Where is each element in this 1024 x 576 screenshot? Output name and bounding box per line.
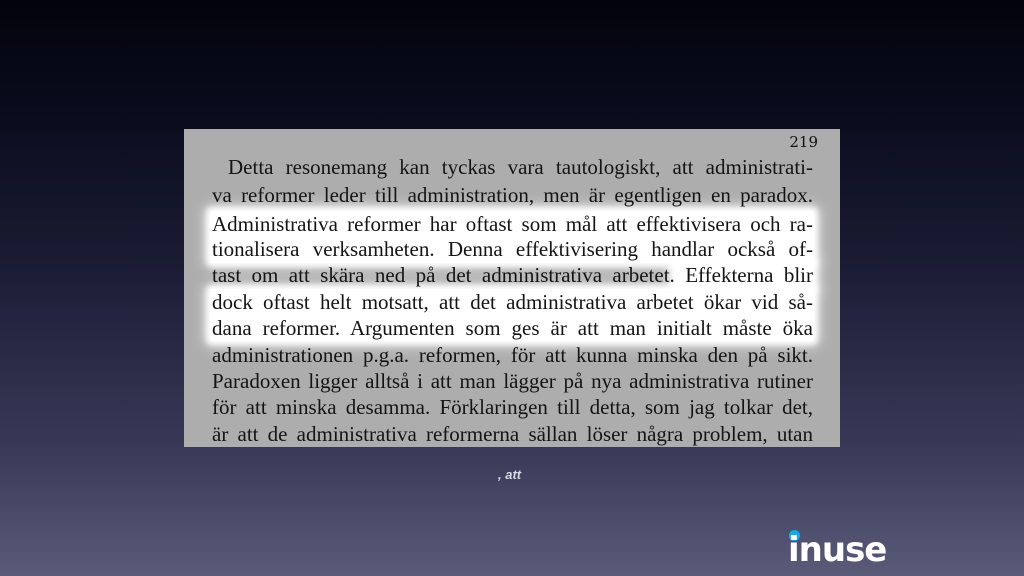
text-line-partially-highlighted: tast om att skära ned på det administrativa arbetet. Effekterna blir <box>212 263 813 287</box>
page-number: 219 <box>789 133 818 151</box>
text-line: Paradoxen ligger alltså i att man lägger på nya administrativa rutiner <box>212 369 813 393</box>
text-line-partially-highlighted: dana reformer. Argumenten som ges är att man initialt måste öka <box>212 316 813 340</box>
text-line-highlighted: Administrativa reformer har oftast som mål att effektivisera och ra- <box>212 212 813 236</box>
text-line-highlighted: dock oftast helt motsatt, att det administrativa arbetet ökar vid så- <box>212 290 813 314</box>
slide-caption: , att <box>498 467 522 482</box>
text-line: är att de administrativa reformerna sällan löser några problem, utan <box>212 422 813 446</box>
text-line: Detta resonemang kan tyckas vara tautologiskt, att administrati- <box>228 155 813 179</box>
logo-text: inuse <box>788 530 887 570</box>
text-line: va reformer leder till administration, men är egentligen en paradox. <box>212 183 813 207</box>
inuse-logo <box>788 530 898 570</box>
scanned-book-page <box>184 129 840 447</box>
text-line: för att minska desamma. Förklaringen till detta, som jag tolkar det, <box>212 395 813 419</box>
text-line-highlighted: tionalisera verksamheten. Denna effektivisering handlar också of- <box>212 237 813 261</box>
text-line: administrationen p.g.a. reformen, för att kunna minska den på sikt. <box>212 343 813 367</box>
